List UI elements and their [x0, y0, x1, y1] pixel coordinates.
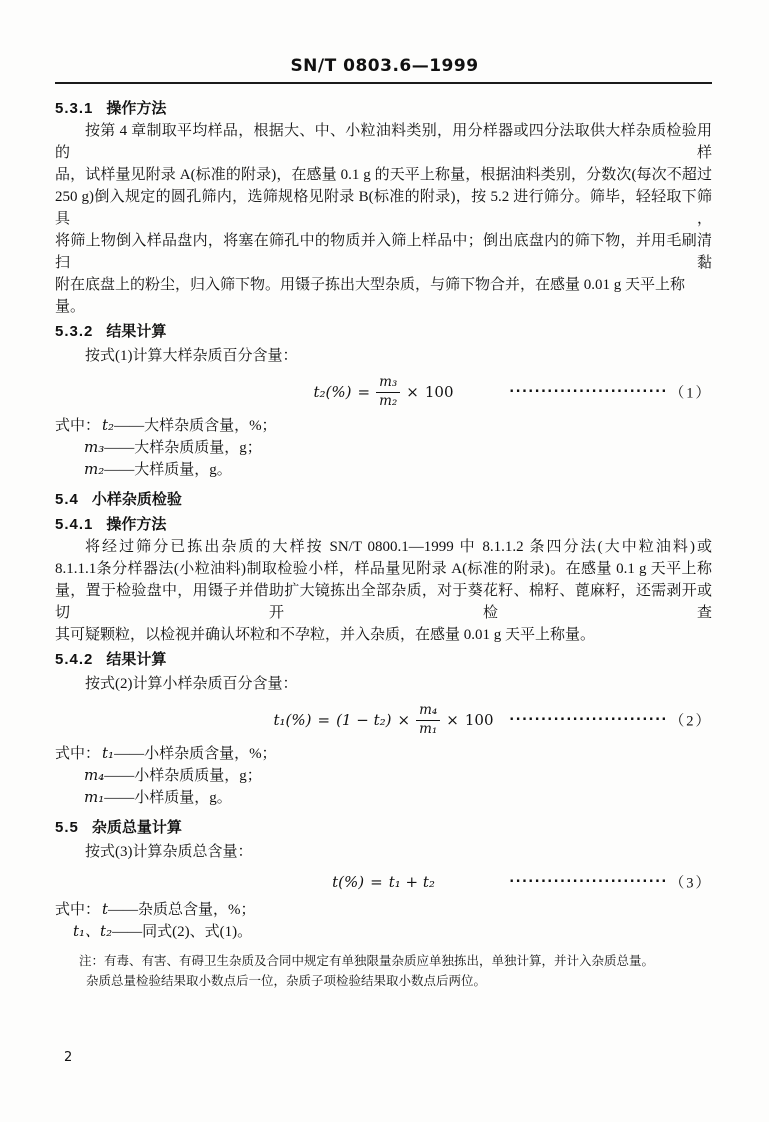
- formula-2-math: [274, 703, 494, 737]
- def-prefix: 式中：: [55, 746, 101, 762]
- heading-5-5: [55, 817, 712, 839]
- fraction-numerator: m₄: [416, 703, 440, 721]
- para-line: 将筛上物倒入样品盘内，将塞在筛孔中的物质并入筛上样品中；倒出底盘内的筛下物，并用毛刷清扫黏: [55, 233, 712, 271]
- heading-number: 5.3.2: [55, 323, 94, 340]
- def-variable: m₃: [84, 438, 105, 456]
- formula-3-math: [332, 873, 435, 891]
- formula-3-definitions: [55, 899, 712, 943]
- def-prefix: 式中：: [55, 418, 101, 434]
- equals-sign: =: [370, 873, 383, 891]
- para-line: 按第 4 章制取平均样品，根据大、中、小粒油料类别，用分样器或四分法取供大样杂质检验用的样: [55, 123, 712, 161]
- doc-header: [0, 0, 769, 76]
- heading-number: 5.4: [55, 491, 79, 508]
- header-rule: [55, 82, 712, 84]
- formula-1: [55, 372, 712, 412]
- heading-number: 5.3.1: [55, 100, 94, 117]
- def-variable: t₁、t₂: [73, 922, 113, 940]
- def-variable: m₁: [84, 788, 105, 806]
- formula-factor: 100: [424, 383, 454, 401]
- formula-2: [55, 700, 712, 740]
- def-variable: t₂: [102, 416, 115, 434]
- def-prefix: 式中：: [55, 902, 101, 918]
- formula-number: （1）: [669, 385, 712, 402]
- formula-number: （3）: [669, 875, 712, 892]
- para-line: 附在底盘上的粉尘，归入筛下物。用镊子拣出大型杂质，与筛下物合并，在感量 0.01 g 天平上称量。: [55, 277, 686, 315]
- heading-title: 杂质总量计算: [91, 819, 182, 836]
- equals-sign: =: [357, 383, 371, 401]
- formula-factor: 100: [464, 711, 494, 729]
- def-line: [84, 765, 712, 787]
- heading-number: 5.4.1: [55, 516, 94, 533]
- def-line: [84, 787, 712, 809]
- dot-leader: ·························: [509, 384, 668, 400]
- formula-number: （2）: [669, 713, 712, 730]
- heading-title: 操作方法: [106, 516, 167, 533]
- note-block: [55, 951, 712, 991]
- dot-leader: ·························: [509, 712, 668, 728]
- heading-title: 结果计算: [106, 651, 167, 668]
- multiply-sign: ×: [446, 711, 459, 729]
- def-line: [55, 899, 712, 921]
- heading-number: 5.5: [55, 819, 79, 836]
- fraction-denominator: m₁: [419, 720, 438, 737]
- formula-lhs: t₁(%): [273, 711, 312, 729]
- def-variable: m₂: [84, 460, 105, 478]
- def-description: ——杂质总含量，%；: [108, 902, 256, 918]
- heading-title: 小样杂质检验: [91, 491, 182, 508]
- formula-1-leader: [509, 382, 712, 403]
- para-line: 其可疑颗粒，以检视并确认坏粒和不孕粒，并入杂质，在感量 0.01 g 天平上称量。: [55, 627, 596, 643]
- def-description: ——小样杂质含量，%；: [114, 746, 277, 762]
- def-variable: m₄: [84, 766, 105, 784]
- fraction-denominator: m₂: [379, 392, 398, 409]
- formula-3: [55, 868, 712, 896]
- note-line: 注：有毒、有害、有碍卫生杂质及合同中规定有单独限量杂质应单独拣出，单独计算，并计入杂质总量。: [79, 954, 655, 968]
- formula-3-leader: [509, 872, 712, 893]
- multiply-sign: ×: [406, 383, 419, 401]
- heading-5-4: [55, 489, 712, 511]
- formula-1-definitions: [55, 415, 712, 481]
- dot-leader: ·························: [509, 874, 668, 890]
- para-line: 8.1.1.1条分样器法(小粒油料)制取检验小样，样品量见附录 A(标准的附录)。在感量 0.1 g 天平上称: [55, 561, 712, 577]
- formula-1-leadin: 按式(1)计算大样杂质百分含量：: [85, 348, 298, 364]
- multiply-sign: ×: [397, 711, 411, 729]
- heading-5-4-1: [55, 514, 712, 536]
- heading-5-3-1: [55, 98, 712, 120]
- doc-number: SN/T 0803.6—1999: [290, 56, 479, 76]
- equals-sign: =: [317, 711, 331, 729]
- para-line: 品，试样量见附录 A(标准的附录)，在感量 0.1 g 的天平上称量，根据油料类别，分数次(每次不超过: [55, 167, 712, 183]
- def-description: ——小样质量，g。: [104, 790, 232, 806]
- page-number: 2: [64, 1050, 73, 1065]
- formula-pre-term: (1 − t₂): [336, 711, 392, 729]
- formula-rhs: t₁ + t₂: [388, 873, 435, 891]
- def-variable: t₁: [102, 744, 115, 762]
- note-line: 杂质总量检验结果取小数点后一位，杂质子项检验结果取小数点后两位。: [86, 974, 487, 988]
- def-line: [55, 743, 712, 765]
- def-line: [55, 415, 712, 437]
- def-description: ——大样质量，g。: [104, 462, 232, 478]
- def-line: [84, 437, 712, 459]
- formula-lhs: t₂(%): [313, 383, 352, 401]
- def-description: ——大样杂质含量，%；: [114, 418, 277, 434]
- formula-1-math: [313, 375, 453, 409]
- para-5-3-1: [55, 120, 712, 318]
- page-content: [55, 82, 712, 991]
- def-description: ——大样杂质质量，g；: [104, 440, 262, 456]
- def-line: [73, 921, 712, 943]
- formula-3-leadin: 按式(3)计算杂质总含量：: [85, 844, 253, 860]
- def-variable: t: [102, 900, 109, 918]
- formula-2-leader: [509, 710, 712, 731]
- para-line: 将经过筛分已拣出杂质的大样按 SN/T 0800.1—1999 中 8.1.1.2 条四分法(大中粒油料)或: [85, 539, 712, 555]
- heading-title: 结果计算: [106, 323, 167, 340]
- formula-lhs: t(%): [332, 873, 365, 891]
- formula-2-definitions: [55, 743, 712, 809]
- formula-2-leadin: 按式(2)计算小样杂质百分含量：: [85, 676, 298, 692]
- para-line: 量，置于检验盘中，用镊子并借助扩大镜拣出全部杂质，对于葵花籽、棉籽、蓖麻籽，还需剥开或切开检查: [55, 583, 712, 621]
- heading-5-4-2: [55, 649, 712, 671]
- heading-number: 5.4.2: [55, 651, 94, 668]
- def-description: ——小样杂质质量，g；: [104, 768, 262, 784]
- fraction: [376, 375, 400, 409]
- def-description: ——同式(2)、式(1)。: [112, 924, 253, 940]
- para-line: 250 g)倒入规定的圆孔筛内，选筛规格见附录 B(标准的附录)，按 5.2 进行筛分。筛毕，轻轻取下筛具，: [55, 189, 712, 227]
- fraction: [416, 703, 440, 737]
- heading-5-3-2: [55, 321, 712, 343]
- heading-title: 操作方法: [106, 100, 167, 117]
- fraction-numerator: m₃: [376, 375, 400, 393]
- def-line: [84, 459, 712, 481]
- para-5-4-1: [55, 536, 712, 646]
